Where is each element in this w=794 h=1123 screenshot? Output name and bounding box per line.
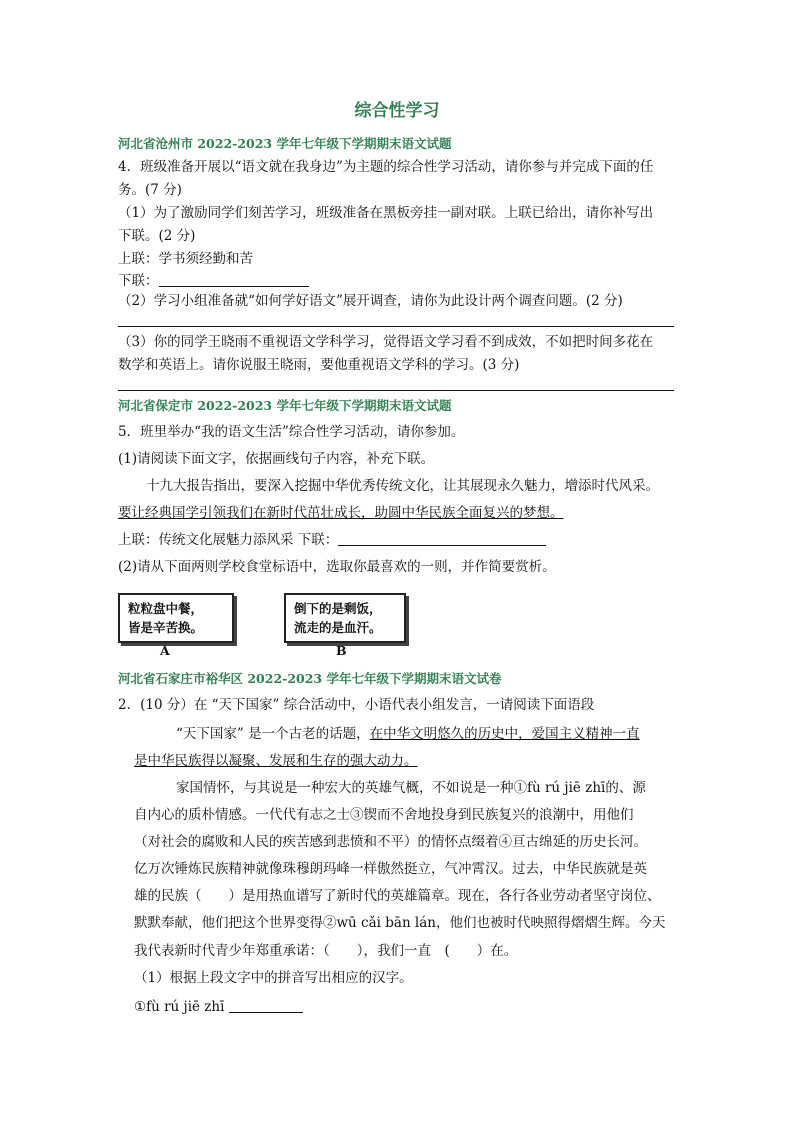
essay-line5: （对社会的腐败和人民的疾苦感到悲愤和不平）的情怀点缀着④亘古绵延的历史长河。	[134, 834, 647, 850]
essay-line2: 是中华民族得以凝聚、发展和生存的强大动力。	[134, 753, 418, 769]
couplet-lower-blank[interactable]	[338, 530, 546, 546]
lower-couplet-blank[interactable]	[159, 271, 309, 287]
question-4-line1: 4．班级准备开展以“语文就在我身边”为主题的综合性学习活动，请你参与并完成下面的任	[118, 159, 654, 175]
answer-row-1	[134, 996, 303, 1018]
essay-line1-c: 爱国主义精神一直	[531, 726, 640, 742]
couplet-upper: 上联：传统文化展魅力添风采 下联：	[118, 532, 339, 548]
essay-line9: 我代表新时代青少年郑重承诺：（ ），我们一直 ( ）在。	[134, 943, 518, 959]
essay-line1-a: “天下国家” 是一个古老的话题，	[176, 726, 370, 742]
answer-line-2[interactable]	[118, 390, 674, 391]
part1-line1: （1）为了激励同学们刻苦学习，班级准备在黑板旁挂一副对联。上联已给出，请你补写出	[118, 205, 654, 221]
part3-line2: 数学和英语上。请你说服王晓雨，要他重视语文学科的学习。(3 分)	[118, 357, 520, 373]
pinyin-prompt-1: ①fù rú jiē zhī	[134, 999, 225, 1015]
sign-b-line2: 流走的是血汗。	[294, 620, 382, 635]
label-b: B	[336, 643, 347, 658]
sign-a-line1: 粒粒盘中餐，	[128, 601, 204, 616]
passage-line1: 十九大报告指出，要深入挖掘中华优秀传统文化，让其展现永久魅力，增添时代风采。	[146, 478, 659, 494]
passage-underlined-sentence: 要让经典国学引领我们在新时代茁壮成长，助圆中华民族全面复兴的梦想。	[118, 505, 564, 521]
essay-line4: 自内心的质朴情感。一代代有志之士③锲而不舍地投身到民族复兴的浪潮中，用他们	[134, 807, 634, 823]
answer-blank-1[interactable]	[229, 997, 303, 1013]
upper-couplet: 上联：学书须经勤和苦	[118, 251, 253, 267]
section-header-cangzhou: 河北省沧州市 2022-2023 学年七年级下学期期末语文试题	[118, 136, 452, 151]
sign-b-line1: 倒下的是剩饭，	[294, 601, 382, 616]
lower-couplet-label: 下联：	[118, 273, 159, 289]
essay-line8: 默默奉献，他们把这个世界变得②wū cǎi bān lán，他们也被时代映照得熠熠生辉。今天	[134, 915, 666, 931]
lower-couplet-row	[118, 270, 309, 292]
question-5: 5．班里举办“我的语文生活”综合性学习活动，请你参加。	[118, 424, 465, 440]
part3-line1: （3）你的同学王晓雨不重视语文学科学习，觉得语文学习看不到成效，不如把时间多花在	[118, 334, 654, 350]
part1-line2: 下联。(2 分)	[118, 228, 196, 244]
essay-line6: 亿万次锤炼民族精神就像珠穆朗玛峰一样傲然挺立，气冲霄汉。过去，中华民族就是英	[134, 861, 647, 877]
question-4-line2: 务。(7 分)	[118, 182, 182, 198]
essay-line1	[176, 723, 640, 745]
label-a: A	[160, 643, 170, 658]
couplet-row	[118, 529, 546, 551]
answer-line-1[interactable]	[118, 326, 674, 327]
sign-a-line2: 皆是辛苦换。	[128, 620, 204, 635]
section-header-baoding: 河北省保定市 2022-2023 学年七年级下学期期末语文试题	[118, 398, 452, 413]
slogan-sign-a[interactable]	[118, 593, 234, 643]
q5-part2: (2)请从下面两则学校食堂标语中，选取你最喜欢的一则，并作简要赏析。	[118, 559, 556, 575]
q5-part1: (1)请阅读下面文字，依据画线句子内容，补充下联。	[118, 451, 435, 467]
slogan-sign-b[interactable]	[284, 593, 406, 643]
essay-line1-b: 在中华文明悠久的历史中，	[369, 726, 532, 742]
essay-line3: 家国情怀，与其说是一种宏大的英雄气概，不如说是一种①fù rú jiē zhī的、源	[176, 780, 646, 796]
sub-question-1: （1）根据上段文字中的拼音写出相应的汉字。	[134, 970, 413, 986]
page-title: 综合性学习	[354, 101, 440, 121]
section-header-shijiazhuang: 河北省石家庄市裕华区 2022-2023 学年七年级下学期期末语文试卷	[118, 671, 502, 686]
question-2: 2．(10 分）在 “天下国家” 综合活动中，小语代表小组发言，一请阅读下面语段	[118, 697, 595, 713]
essay-line7: 雄的民族（ ）是用热血谱写了新时代的英雄篇章。现在，各行各业劳动者坚守岗位、	[134, 888, 661, 904]
part2-text: （2）学习小组准备就“如何学好语文”展开调查，请你为此设计两个调查问题。(2 分)	[118, 293, 623, 309]
